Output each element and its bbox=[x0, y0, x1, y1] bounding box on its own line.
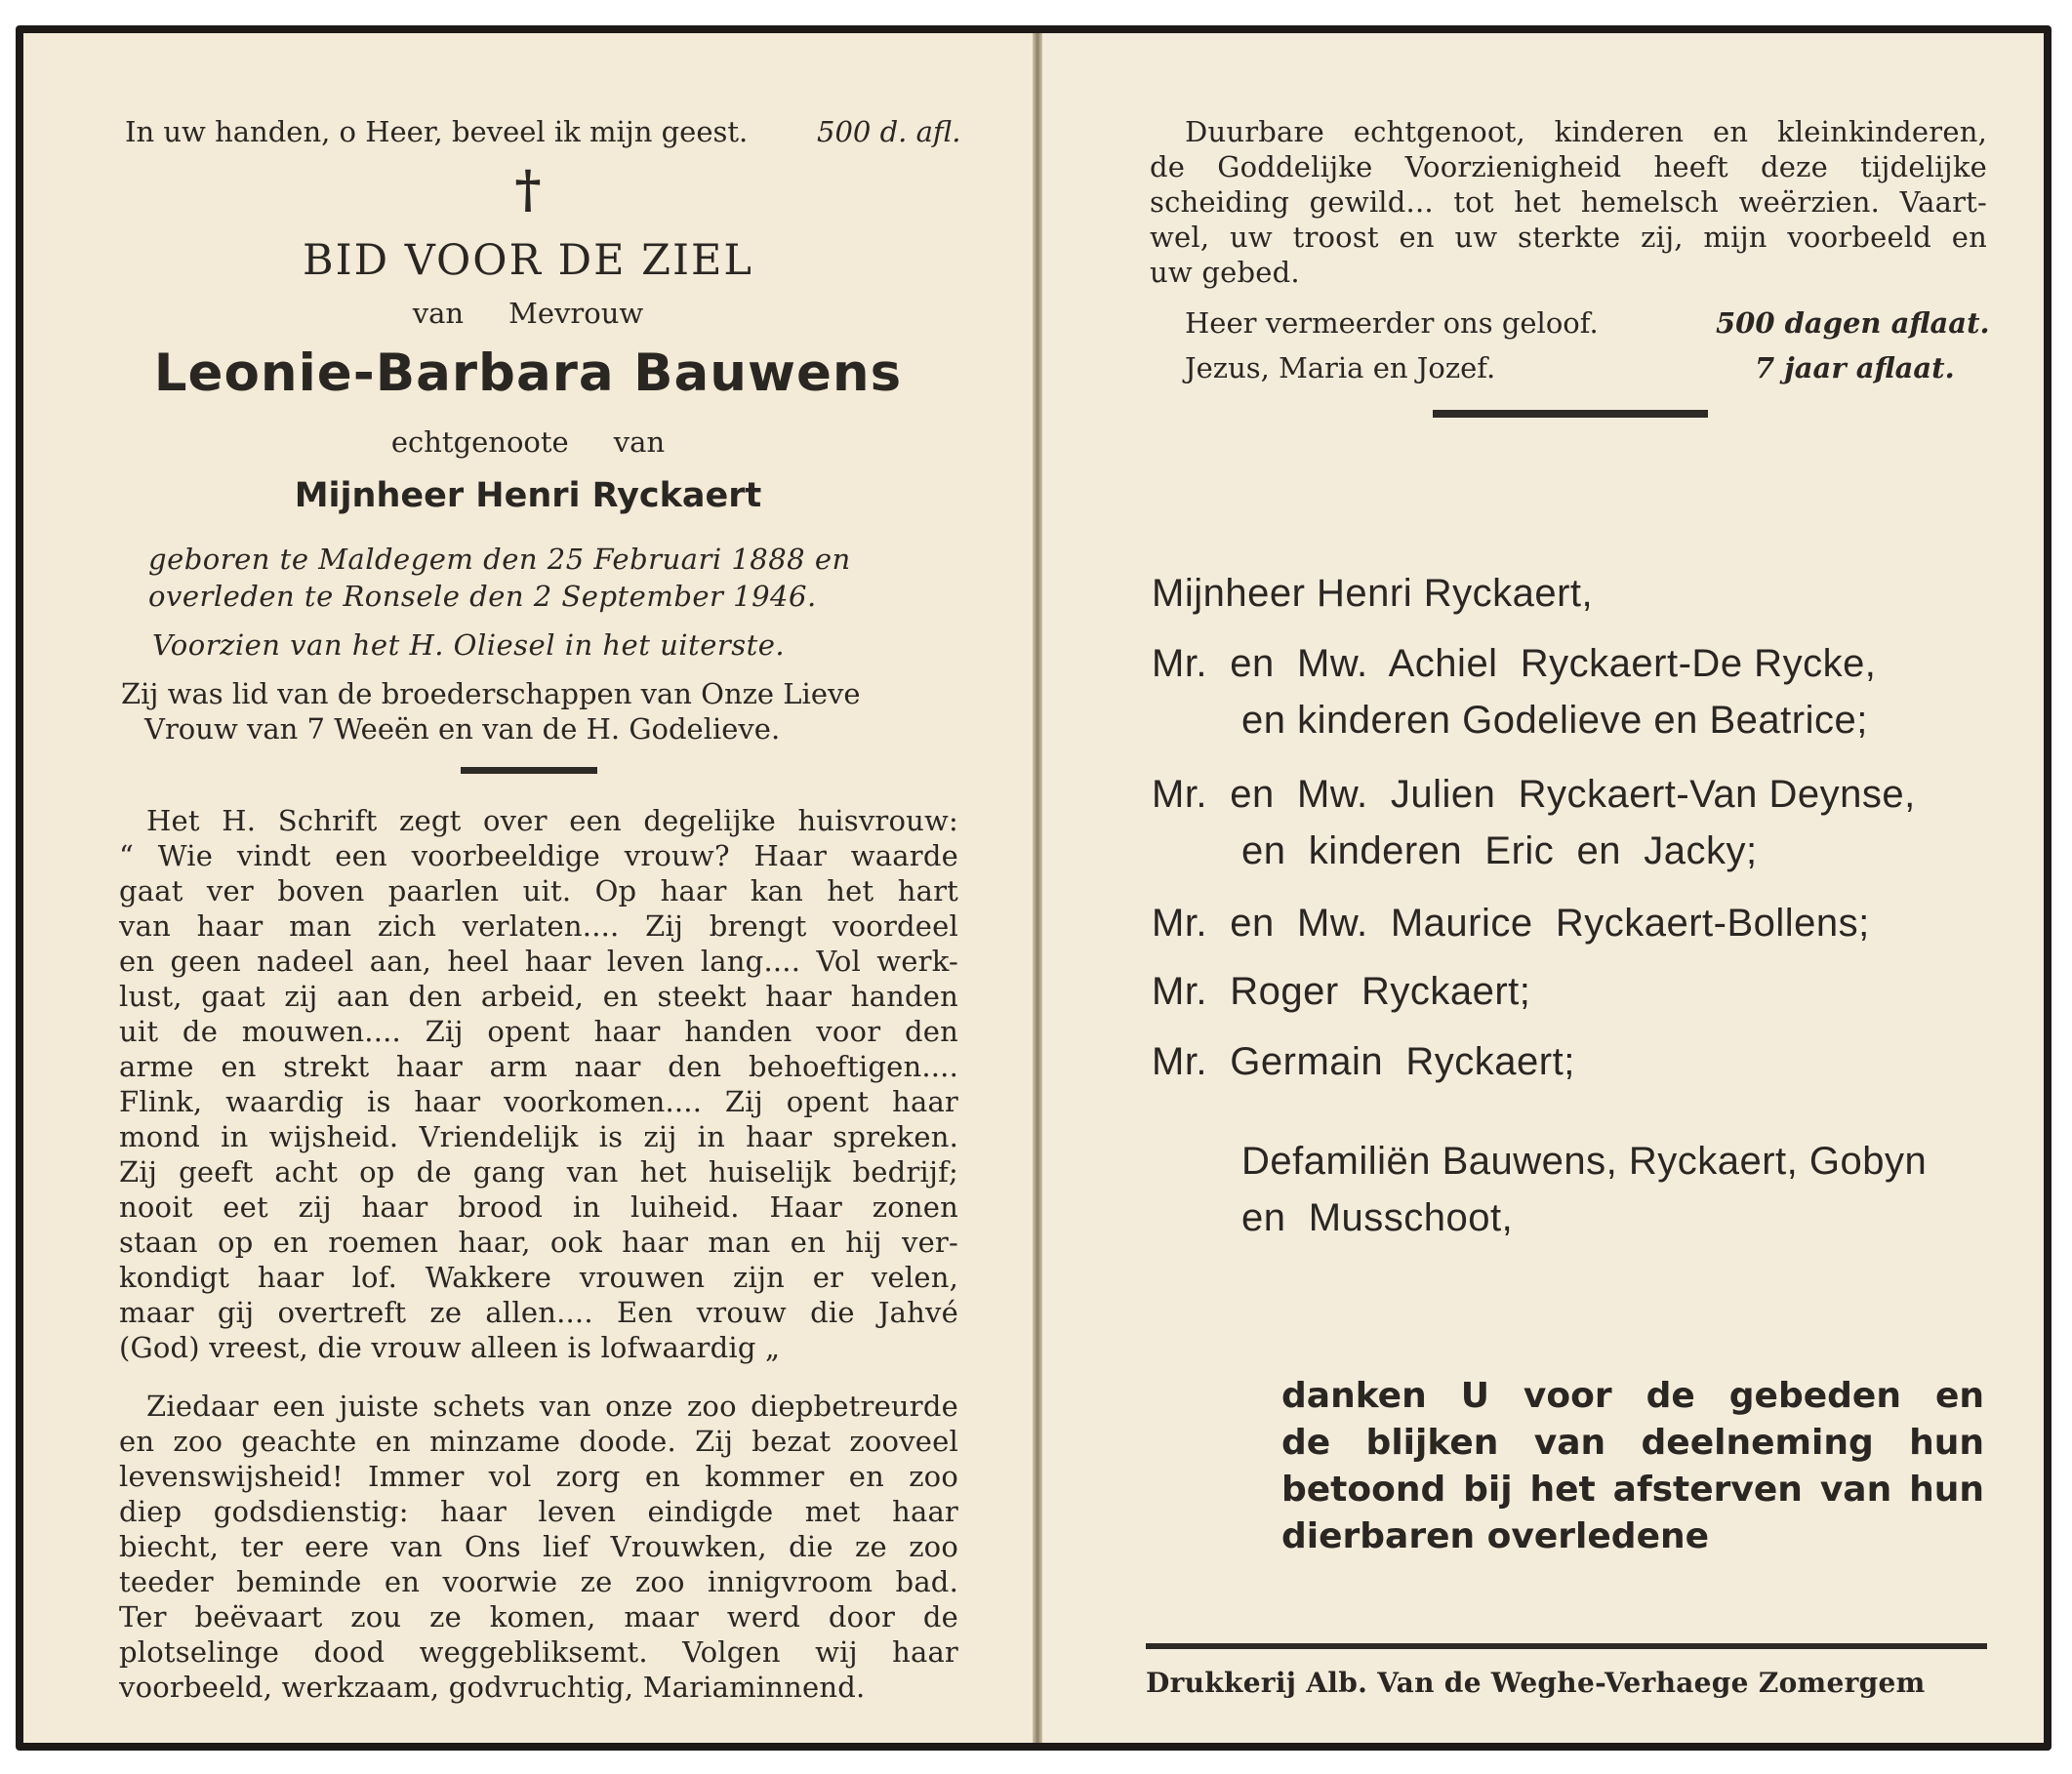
text-line: Zij geeft acht op de gang van het huiselijk bedrijf; bbox=[119, 1155, 958, 1189]
van-mevrouw: van Mevrouw bbox=[412, 297, 644, 330]
text-line: diep godsdienstig: haar leven eindigde met haar bbox=[119, 1495, 958, 1528]
text-line: staan op en roemen haar, ook haar man en hij ver- bbox=[119, 1226, 958, 1259]
text-line: nooit eet zij haar brood in luiheid. Haar zonen bbox=[119, 1190, 958, 1224]
text-line: Flink, waardig is haar voorkomen.... Zij opent haar bbox=[119, 1085, 958, 1118]
printer-rule bbox=[1146, 1643, 1987, 1649]
right-page bbox=[1042, 33, 2044, 1743]
prayer-1: Heer vermeerder ons geloof. bbox=[1185, 306, 1599, 340]
family-line: Mr. Germain Ryckaert; bbox=[1152, 1040, 1575, 1083]
text-line: levenswijsheid! Immer vol zorg en kommer en zoo bbox=[119, 1460, 958, 1493]
text-line: en geen nadeel aan, heel haar leven lang.... Vol werk- bbox=[119, 945, 958, 978]
text-line: Ziedaar een juiste schets van onze zoo diepbetreurde bbox=[146, 1390, 958, 1423]
text-line: van haar man zich verlaten.... Zij brengt voordeel bbox=[119, 909, 958, 943]
prayer-2: Jezus, Maria en Jozef. bbox=[1185, 351, 1496, 384]
family-line: Mr. en Mw. Maurice Ryckaert-Bollens; bbox=[1152, 902, 1870, 945]
thanks-line: betoond bij het afsterven van hun bbox=[1281, 1470, 1984, 1510]
death-line: overleden te Ronsele den 2 September 1946. bbox=[148, 580, 817, 613]
divider bbox=[461, 767, 597, 774]
membership-line-1: Zij was lid van de broederschappen van Onze Lieve bbox=[121, 677, 861, 710]
family-line: en kinderen Eric en Jacky; bbox=[1241, 829, 1758, 872]
motto-indulgence: 500 d. afl. bbox=[817, 115, 961, 148]
farewell-line: uw gebed. bbox=[1150, 256, 1300, 289]
text-line: gaat ver boven paarlen uit. Op haar kan het hart bbox=[119, 874, 958, 907]
birth-line: geboren te Maldegem den 25 Februari 1888 en bbox=[148, 543, 851, 576]
text-line: kondigt haar lof. Wakkere vrouwen zijn er velen, bbox=[119, 1261, 958, 1294]
farewell-line: Duurbare echtgenoot, kinderen en kleinkinderen, bbox=[1185, 115, 1987, 148]
left-page bbox=[23, 33, 1033, 1743]
membership-line-2: Vrouw van 7 Weeën en van de H. Godelieve. bbox=[144, 712, 781, 746]
family-line: Mr. en Mw. Achiel Ryckaert-De Rycke, bbox=[1152, 642, 1877, 685]
farewell-line: de Goddelijke Voorzienigheid heeft deze tijdelijke bbox=[1150, 150, 1987, 183]
text-line: plotselinge dood weggebliksemt. Volgen wij haar bbox=[119, 1635, 958, 1669]
family-line: Mijnheer Henri Ryckaert, bbox=[1152, 572, 1594, 615]
printer: Drukkerij Alb. Van de Weghe-Verhaege Zomergem bbox=[1146, 1667, 1926, 1699]
text-line: uit de mouwen.... Zij opent haar handen voor den bbox=[119, 1015, 958, 1048]
deceased-name: Leonie-Barbara Bauwens bbox=[153, 343, 903, 403]
prayer-2-indulgence: 7 jaar aflaat. bbox=[1755, 351, 1955, 384]
family-line: Mr. Roger Ryckaert; bbox=[1152, 970, 1531, 1013]
prayer-1-indulgence: 500 dagen aflaat. bbox=[1716, 306, 1990, 340]
farewell-line: scheiding gewild... tot het hemelsch weërzien. Vaart- bbox=[1150, 185, 1987, 219]
sacrament-line: Voorzien van het H. Oliesel in het uiterste. bbox=[152, 628, 786, 662]
card-fold bbox=[1033, 33, 1042, 1743]
text-line: Ter beëvaart zou ze komen, maar werd door de bbox=[119, 1600, 958, 1633]
text-line: en zoo geachte en minzame doode. Zij bezat zooveel bbox=[119, 1425, 958, 1458]
text-line: lust, gaat zij aan den arbeid, en steekt haar handen bbox=[119, 980, 958, 1013]
text-line: teeder beminde en voorwie ze zoo innigvroom bad. bbox=[119, 1565, 958, 1598]
thanks-line: de blijken van deelneming hun bbox=[1281, 1423, 1984, 1463]
motto: In uw handen, o Heer, beveel ik mijn geest. bbox=[125, 115, 749, 148]
family-line: Defamiliën Bauwens, Ryckaert, Gobyn bbox=[1241, 1140, 1928, 1183]
spouse-name: Mijnheer Henri Ryckaert bbox=[294, 476, 762, 515]
text-line: voorbeeld, werkzaam, godvruchtig, Mariaminnend. bbox=[119, 1671, 866, 1704]
family-line: Mr. en Mw. Julien Ryckaert-Van Deynse, bbox=[1152, 773, 1916, 816]
memorial-card bbox=[16, 25, 2052, 1751]
family-line: en kinderen Godelieve en Beatrice; bbox=[1241, 699, 1868, 742]
family-line: en Musschoot, bbox=[1241, 1196, 1514, 1239]
text-line: mond in wijsheid. Vriendelijk is zij in haar spreken. bbox=[119, 1120, 958, 1153]
divider bbox=[1433, 410, 1708, 418]
text-line: arme en strekt haar arm naar den behoeftigen.... bbox=[119, 1050, 958, 1083]
thanks-line: dierbaren overledene bbox=[1281, 1516, 1710, 1556]
farewell-line: wel, uw troost en uw sterkte zij, mijn voorbeeld en bbox=[1150, 221, 1987, 254]
heading: BID VOOR DE ZIEL bbox=[303, 236, 753, 285]
cross-icon: † bbox=[514, 160, 542, 220]
text-line: biecht, ter eere van Ons lief Vrouwken, die ze zoo bbox=[119, 1530, 958, 1563]
text-line: Het H. Schrift zegt over een degelijke huisvrouw: bbox=[146, 804, 958, 837]
thanks-line: danken U voor de gebeden en bbox=[1281, 1376, 1984, 1416]
spouse-intro: echtgenoote van bbox=[390, 425, 666, 459]
text-line: “ Wie vindt een voorbeeldige vrouw? Haar waarde bbox=[119, 839, 958, 872]
text-line: (God) vreest, die vrouw alleen is lofwaardig „ bbox=[119, 1331, 781, 1364]
text-line: maar gij overtreft ze allen.... Een vrouw die Jahvé bbox=[119, 1296, 958, 1329]
